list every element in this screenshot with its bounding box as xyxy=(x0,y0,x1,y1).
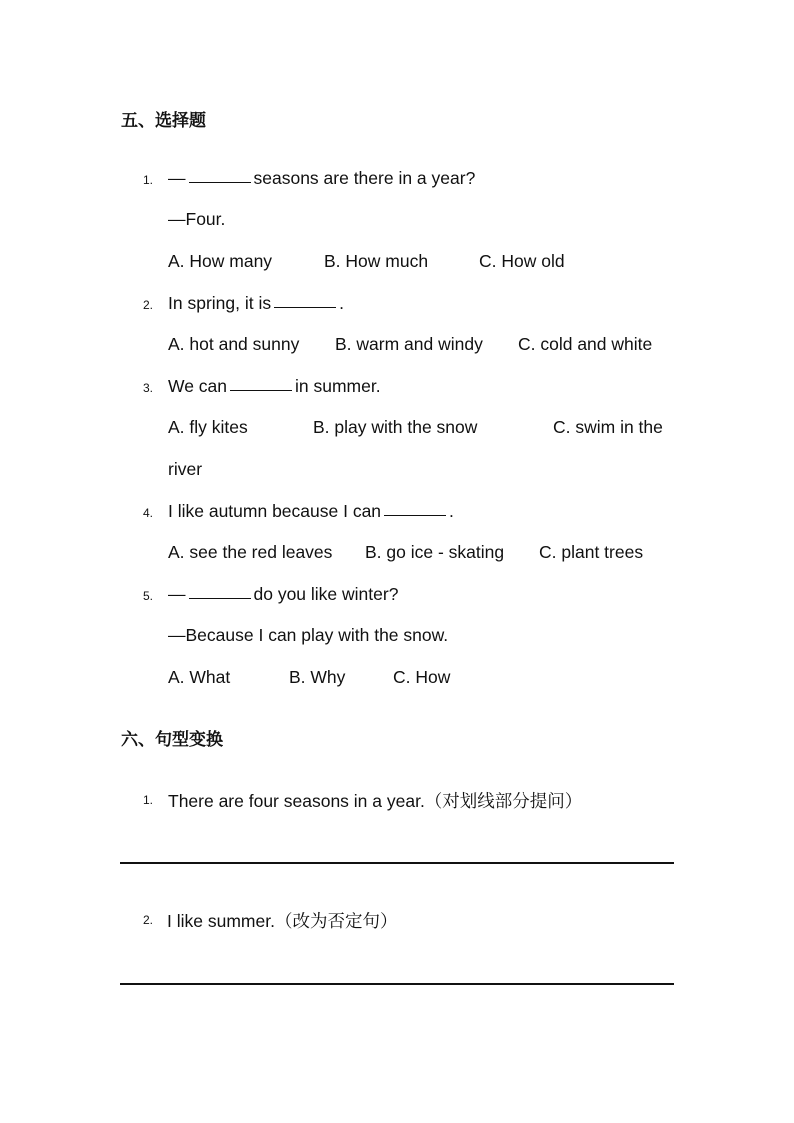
question-5-option-a: A. What xyxy=(168,667,231,687)
answer-line-2[interactable] xyxy=(120,983,674,985)
question-3-stem-before: We can xyxy=(168,376,228,396)
question-1-option-b: B. How much xyxy=(324,251,429,271)
question-3-option-a: A. fly kites xyxy=(168,417,248,437)
question-4-stem-after: . xyxy=(449,501,454,521)
transform-1-text: There are four seasons in a year.（对划线部分提问） xyxy=(168,791,583,811)
question-2-number: 2. xyxy=(143,298,154,312)
question-1-reply: —Four. xyxy=(168,209,226,229)
question-3-option-c-wrap: river xyxy=(168,459,203,479)
question-4-number: 4. xyxy=(143,506,154,520)
answer-blank xyxy=(189,181,251,183)
question-4-option-b: B. go ice - skating xyxy=(365,542,505,562)
question-5-number: 5. xyxy=(143,589,154,603)
question-3-stem xyxy=(168,376,381,397)
question-2-option-b: B. warm and windy xyxy=(335,334,483,354)
question-2-option-a: A. hot and sunny xyxy=(168,334,300,354)
question-5-reply: —Because I can play with the snow. xyxy=(168,625,449,645)
question-1-stem xyxy=(168,168,475,189)
question-3-stem-after: in summer. xyxy=(295,376,381,396)
question-3-option-b: B. play with the snow xyxy=(313,417,478,437)
transform-2-number: 2. xyxy=(143,913,154,927)
question-5-option-b: B. Why xyxy=(289,667,346,687)
question-1-number: 1. xyxy=(143,173,154,187)
question-4-stem xyxy=(168,501,454,522)
question-1-option-c: C. How old xyxy=(479,251,565,271)
section-5-title: 五、选择题 xyxy=(121,111,206,131)
question-3-number: 3. xyxy=(143,381,154,395)
question-2-stem-before: In spring, it is xyxy=(168,293,272,313)
question-5-stem xyxy=(168,584,398,605)
question-1-stem-before: — xyxy=(168,168,186,188)
question-4-option-a: A. see the red leaves xyxy=(168,542,333,562)
answer-blank xyxy=(189,597,251,599)
answer-blank xyxy=(230,389,292,391)
section-6-title: 六、句型变换 xyxy=(121,730,223,750)
transform-1-number: 1. xyxy=(143,793,154,807)
question-4-stem-before: I like autumn because I can xyxy=(168,501,382,521)
question-3-option-c: C. swim in the xyxy=(553,417,663,437)
question-1-option-a: A. How many xyxy=(168,251,273,271)
answer-blank xyxy=(384,514,446,516)
question-2-option-c: C. cold and white xyxy=(518,334,653,354)
transform-2-text: I like summer.（改为否定句） xyxy=(167,911,398,931)
question-5-option-c: C. How xyxy=(393,667,451,687)
question-4-option-c: C. plant trees xyxy=(539,542,644,562)
answer-blank xyxy=(274,306,336,308)
answer-line-1[interactable] xyxy=(120,862,674,864)
question-2-stem-after: . xyxy=(339,293,344,313)
question-1-stem-after: seasons are there in a year? xyxy=(253,168,476,188)
question-5-stem-after: do you like winter? xyxy=(253,584,399,604)
question-5-stem-before: — xyxy=(168,584,186,604)
question-2-stem xyxy=(168,293,344,314)
